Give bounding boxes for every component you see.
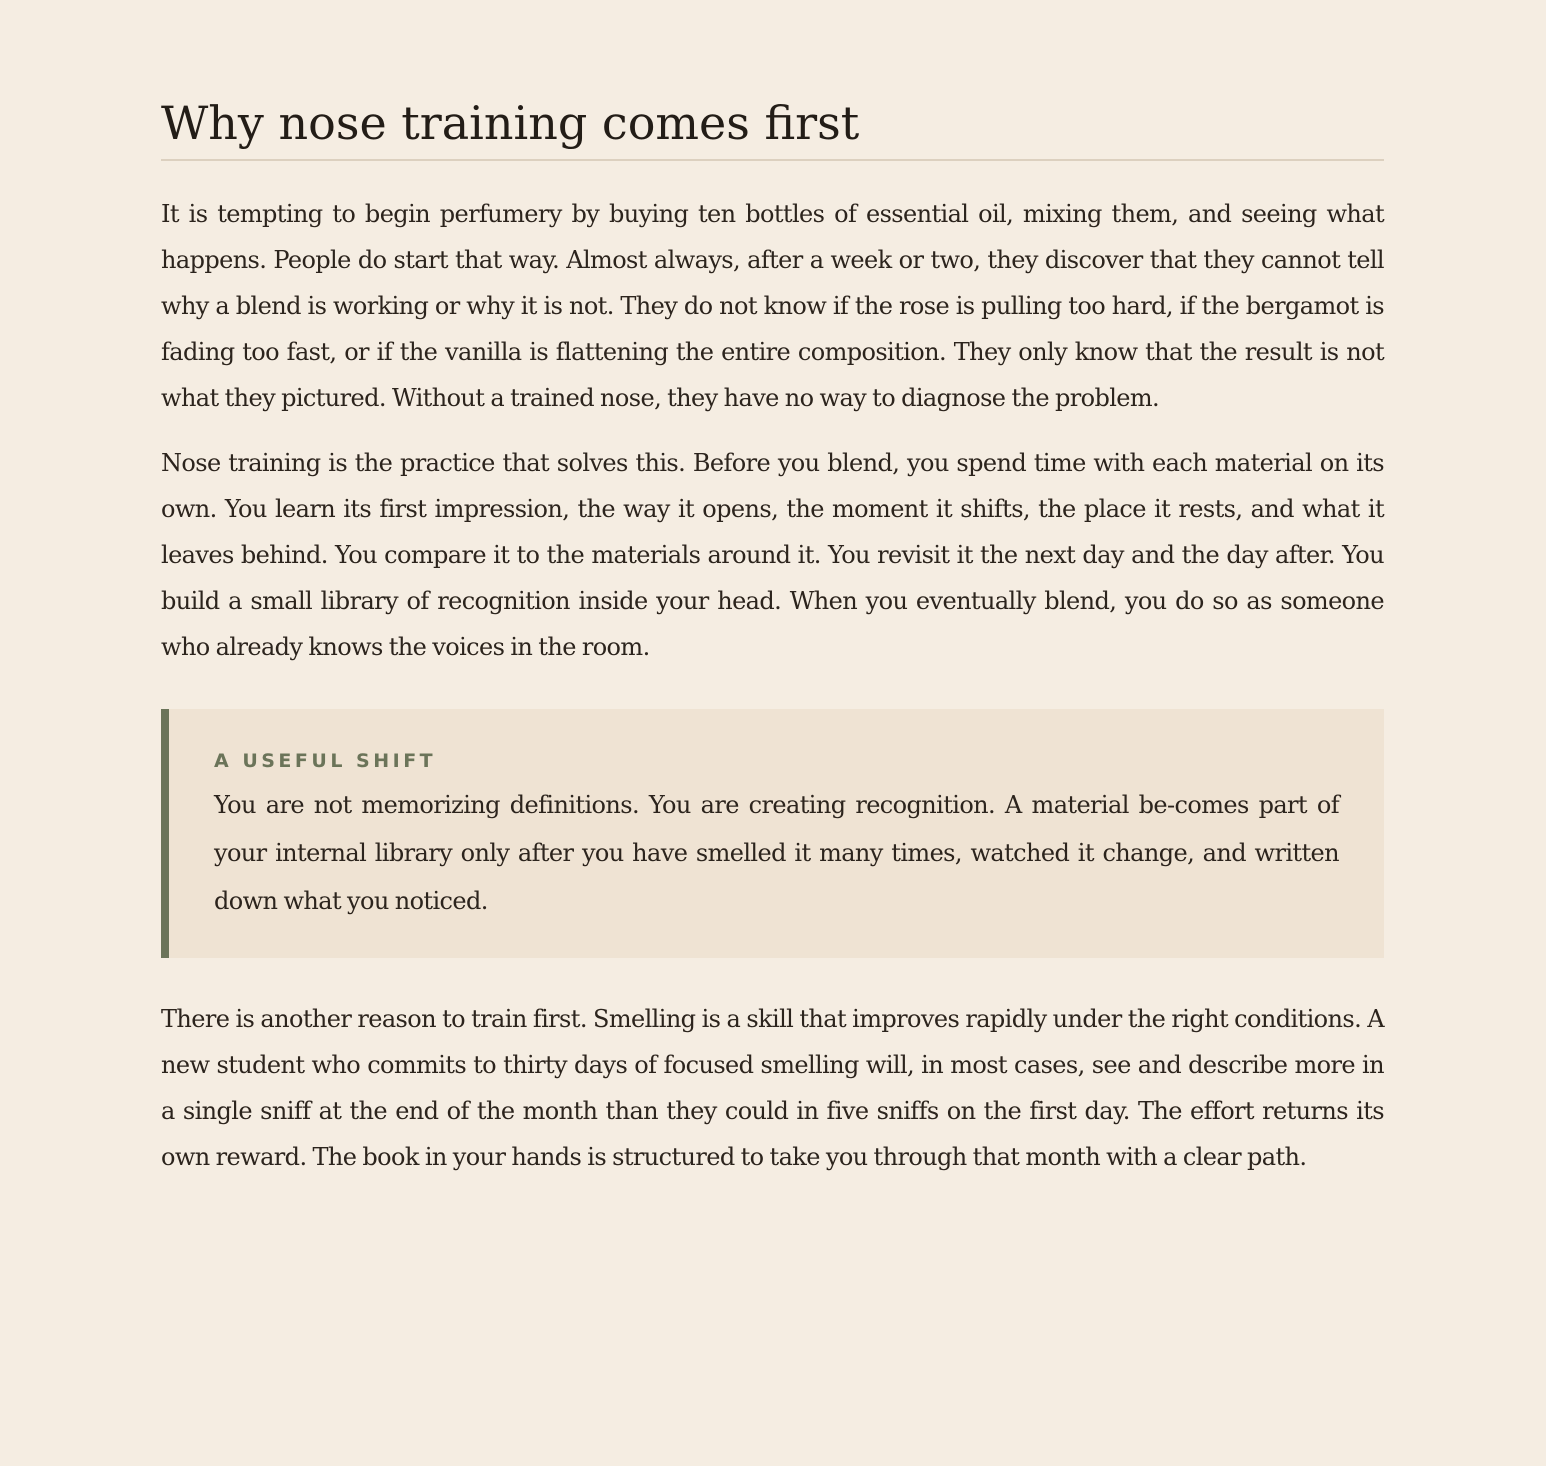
paragraph-nose-training: Nose training is the practice that solves this. Before you blend, you spend time with each material on its own. You learn its first impression, the way it opens, the moment it shifts, the place it rests, and what it leaves behind. You compare it to the materials around it. You revisit it the next day and the day after. You build a small library of recognition inside your head. When you eventually blend, you do so as someone who already knows the voices in the room.: [161, 449, 1384, 661]
callout-label: A USEFUL SHIFT: [214, 750, 437, 772]
article: [161, 0, 1384, 1180]
paragraph-intro: It is tempting to begin perfumery by buying ten bottles of essential oil, mixing them, and seeing what happens. People do start that way. Almost always, after a week or two, they discover that they cannot tell why a blend is working or why it is not. They do not know if the rose is pulling too hard, if the bergamot is fading too fast, or if the vanilla is flattening the entire composition. They only know that the result is not what they pictured. Without a trained nose, they have no way to diagnose the problem.: [161, 200, 1384, 412]
title-divider: [161, 159, 1384, 161]
callout-text: You are not memorizing definitions. You are creating recognition. A material be-comes part of your internal library only after you have smelled it many times, watched it change, and written down what you noticed.: [214, 791, 1339, 915]
page-title: Why nose training comes first: [161, 96, 860, 150]
callout-box: [161, 709, 1384, 958]
paragraph-closing: There is another reason to train first. Smelling is a skill that improves rapidly under the right conditions. A new student who commits to thirty days of focused smelling will, in most cases, see and describe more in a single sniff at the end of the month than they could in five sniffs on the first day. The effort returns its own reward. The book in your hands is structured to take you through that month with a clear path.: [161, 1005, 1384, 1171]
